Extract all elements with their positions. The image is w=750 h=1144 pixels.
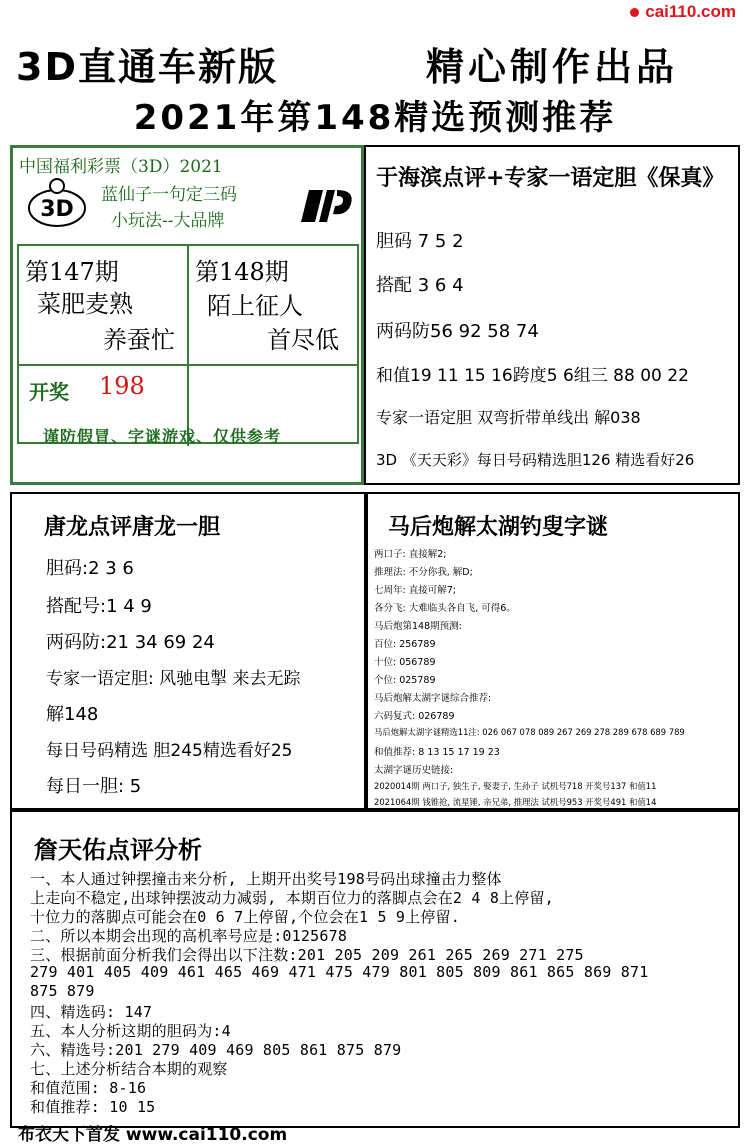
slogan-1: 蓝仙子一句定三码 [101,185,237,205]
yuhaibin-line: 搭配 3 6 4 [376,275,464,296]
mahoupao-panel [366,492,740,810]
analysis-line: 一、本人通过钟摆撞击来分析, 上期开出奖号198号码出球撞击力整体 [30,870,502,888]
next-period: 第148期 [195,258,289,286]
footer-credit: 布衣天下首发 www.cai110.com [18,1125,288,1144]
analysis-line: 十位力的落脚点可能会在0 6 7上停留,个位会在1 5 9上停留. [30,908,460,926]
logo-text: 3D [40,197,74,222]
analysis-line: 四、精选码: 147 [30,1003,153,1021]
header-left-title: 3D直通车新版 [16,45,278,89]
grid-divider-horizontal [19,364,357,366]
header-subtitle: 2021年第148精选预测推荐 [133,98,617,138]
period-grid [17,244,359,444]
yuhaibin-line: 和值19 11 15 16跨度5 6组三 88 00 22 [376,366,689,386]
analysis-line: 七、上述分析结合本期的观察 [30,1060,228,1078]
mahoupao-line: 2021064期 钱锥抢, 流星锤, 亲兄弟, 推理法 试机号953 开奖号491 和值14 [374,797,657,807]
mahoupao-line: 两口子: 直接解2; [374,549,447,560]
tanglong-line: 两码防:21 34 69 24 [46,632,215,653]
header-right-title: 精心制作出品 [426,45,679,89]
disclaimer: 谨防假冒、字谜游戏、仅供参考 [43,427,282,446]
tanglong-line: 解148 [46,704,99,725]
analysis-line: 二、所以本期会出现的高机率号应是:0125678 [30,927,348,945]
tanglong-panel [10,492,366,810]
mahoupao-line: 和值推荐: 8 13 15 17 19 23 [374,747,500,758]
mahoupao-line: 各分飞: 大难临头各自飞, 可得6。 [374,603,516,614]
analysis-line: 三、根据前面分析我们会得出以下注数:201 205 209 261 265 269 271 275 [30,946,584,964]
grid-divider-vertical [187,246,189,446]
yuhaibin-title: 于海滨点评+专家一语定胆《保真》 [376,165,725,191]
mahoupao-line: 马后炮解太湖字谜精选11注: 026 067 078 089 267 269 278 289 678 689 789 [374,727,685,737]
analysis-line: 五、本人分析这期的胆码为:4 [30,1022,231,1040]
analysis-line: 和值范围: 8-16 [30,1079,147,1097]
mahoupao-line: 太湖字谜历史链接: [374,765,454,776]
draw-label: 开奖 [29,380,69,404]
analysis-line: 六、精选号:201 279 409 469 805 861 875 879 [30,1041,402,1059]
yuhaibin-line: 胆码 7 5 2 [376,231,464,252]
welfare-lottery-logo-icon [299,184,355,228]
header-row [16,36,736,89]
lottery-title: 中国福利彩票（3D）2021 [19,157,223,177]
mahoupao-line: 推理法: 不分你我, 解D; [374,567,473,578]
tanglong-line: 胆码:2 3 6 [46,558,134,579]
site-name: cai110.com [645,2,736,21]
tanglong-title: 唐龙点评唐龙一胆 [44,514,221,540]
yuhaibin-line: 3D 《天天彩》每日号码精选胆126 精选看好26 [376,451,695,469]
mahoupao-line: 个位: 025789 [374,675,436,686]
yuhaibin-line: 两码防56 92 58 74 [376,321,539,342]
mahoupao-line: 2020014期 两口子, 独生子, 娶妻子, 生孙子 试机号718 开奖号137 和值11 [374,781,657,791]
next-riddle-2: 首尽低 [267,326,339,354]
mahoupao-line: 马后炮解太湖字谜综合推荐: [374,693,492,704]
prev-riddle-2: 养蚕忙 [103,326,175,354]
mahoupao-line: 百位: 256789 [374,639,436,650]
analysis-line: 和值推荐: 10 15 [30,1098,156,1116]
yuhaibin-line: 专家一语定胆 双弯折带单线出 解038 [376,408,641,427]
prev-period: 第147期 [25,258,119,286]
red-dot-icon [630,8,639,17]
slogan-2: 小玩法--大品牌 [111,211,225,231]
draw-value: 198 [99,372,145,400]
next-riddle-1: 陌上征人 [207,292,303,320]
zhantianyou-title: 詹天佑点评分析 [34,835,202,864]
site-watermark [630,2,736,22]
tanglong-line: 搭配号:1 4 9 [46,596,152,617]
mahoupao-line: 十位: 056789 [374,657,436,668]
prev-riddle-1: 菜肥麦熟 [37,290,133,318]
tanglong-line: 每日一胆: 5 [46,776,142,797]
analysis-line: 上走向不稳定,出球钟摆波动力减弱, 本期百位力的落脚点会在2 4 8上停留, [30,889,554,907]
3d-logo-icon [27,178,87,228]
analysis-line: 279 401 405 409 461 465 469 471 475 479 801 805 809 861 865 869 871 [30,963,649,981]
mahoupao-title: 马后炮解太湖钓叟字谜 [388,514,609,540]
mahoupao-line: 马后炮第148期预测: [374,621,462,632]
lottery-panel [10,145,364,485]
tanglong-line: 每日号码精选 胆245精选看好25 [46,741,293,761]
mahoupao-line: 七周年: 直接可解7; [374,585,456,596]
analysis-line: 875 879 [30,982,95,1000]
zhantianyou-panel [10,810,740,1128]
mahoupao-line: 六码复式: 026789 [374,711,455,722]
tanglong-line: 专家一语定胆: 风驰电掣 来去无踪 [46,669,301,689]
yuhaibin-panel [364,145,740,485]
